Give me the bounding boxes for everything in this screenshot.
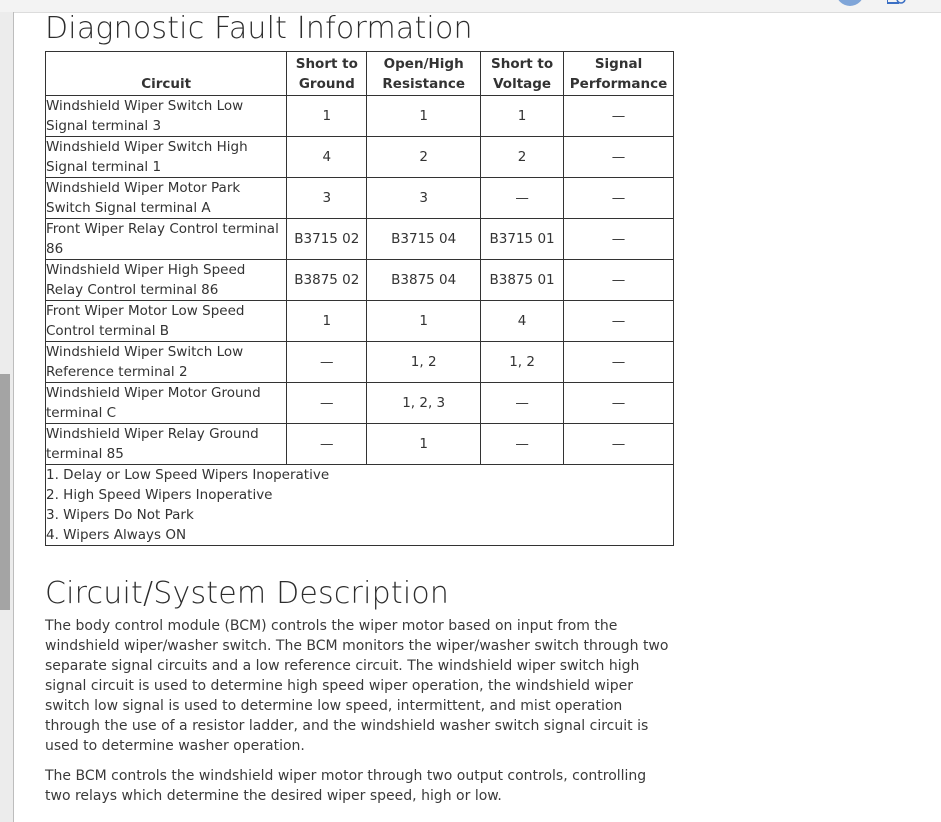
note-item: 3. Wipers Do Not Park — [46, 507, 194, 523]
circuit-cell: Windshield Wiper Motor Park Switch Signal terminal A — [46, 178, 287, 219]
description-paragraph: The BCM controls the windshield wiper motor through two output controls, controlling two relays which determine the desired wiper speed, high or low. — [45, 768, 647, 804]
signal-performance-cell: — — [564, 342, 674, 383]
short-to-ground-cell: 4 — [287, 137, 367, 178]
scrollbar-thumb[interactable] — [0, 374, 10, 610]
note-item: 2. High Speed Wipers Inoperative — [46, 487, 273, 503]
short-to-ground-cell: 3 — [287, 178, 367, 219]
note-item: 1. Delay or Low Speed Wipers Inoperative — [46, 467, 330, 483]
short-to-voltage-cell: B3875 01 — [481, 260, 564, 301]
circuit-cell: Windshield Wiper Switch Low Signal terminal 3 — [46, 96, 287, 137]
notes-cell — [46, 465, 674, 546]
table-header-row — [46, 52, 674, 96]
short-to-voltage-cell: 1, 2 — [481, 342, 564, 383]
signal-performance-cell: — — [564, 424, 674, 465]
signal-performance-cell: — — [564, 301, 674, 342]
fault-table — [45, 51, 674, 546]
short-to-voltage-cell: — — [481, 178, 564, 219]
open-resistance-cell: 1 — [367, 424, 481, 465]
header-short-to-voltage: Short to Voltage — [481, 52, 564, 96]
fault-info-heading: Diagnostic Fault Information — [45, 11, 473, 46]
signal-performance-cell: — — [564, 137, 674, 178]
open-resistance-cell: 1 — [367, 301, 481, 342]
open-resistance-cell: 3 — [367, 178, 481, 219]
open-resistance-cell: 1, 2, 3 — [367, 383, 481, 424]
short-to-ground-cell: 1 — [287, 96, 367, 137]
table-notes-row — [46, 465, 674, 546]
open-resistance-cell: 1 — [367, 96, 481, 137]
table-row — [46, 260, 674, 301]
signal-performance-cell: — — [564, 219, 674, 260]
short-to-ground-cell: B3715 02 — [287, 219, 367, 260]
short-to-ground-cell: — — [287, 383, 367, 424]
short-to-voltage-cell: 2 — [481, 137, 564, 178]
circuit-description-heading: Circuit/System Description — [45, 576, 450, 611]
circuit-cell: Windshield Wiper Motor Ground terminal C — [46, 383, 287, 424]
notification-icon[interactable] — [887, 0, 907, 5]
table-row — [46, 301, 674, 342]
circuit-cell: Front Wiper Motor Low Speed Control terminal B — [46, 301, 287, 342]
short-to-ground-cell: 1 — [287, 301, 367, 342]
header-circuit: Circuit — [46, 52, 287, 96]
signal-performance-cell: — — [564, 383, 674, 424]
table-row — [46, 383, 674, 424]
short-to-voltage-cell: B3715 01 — [481, 219, 564, 260]
short-to-voltage-cell: — — [481, 383, 564, 424]
signal-performance-cell: — — [564, 260, 674, 301]
user-avatar[interactable] — [836, 0, 864, 6]
open-resistance-cell: 1, 2 — [367, 342, 481, 383]
short-to-voltage-cell: 1 — [481, 96, 564, 137]
table-row — [46, 96, 674, 137]
open-resistance-cell: B3715 04 — [367, 219, 481, 260]
short-to-voltage-cell: 4 — [481, 301, 564, 342]
short-to-ground-cell: — — [287, 424, 367, 465]
short-to-ground-cell: — — [287, 342, 367, 383]
header-signal-performance: Signal Performance — [564, 52, 674, 96]
open-resistance-cell: B3875 04 — [367, 260, 481, 301]
table-row — [46, 342, 674, 383]
table-row — [46, 219, 674, 260]
header-short-to-ground: Short to Ground — [287, 52, 367, 96]
short-to-voltage-cell: — — [481, 424, 564, 465]
circuit-cell: Windshield Wiper Relay Ground terminal 85 — [46, 424, 287, 465]
signal-performance-cell: — — [564, 96, 674, 137]
header-open-high-resistance: Open/High Resistance — [367, 52, 481, 96]
circuit-cell: Front Wiper Relay Control terminal 86 — [46, 219, 287, 260]
note-item: 4. Wipers Always ON — [46, 527, 187, 543]
circuit-cell: Windshield Wiper High Speed Relay Control terminal 86 — [46, 260, 287, 301]
description-paragraph: The body control module (BCM) controls the wiper motor based on input from the windshield wiper/washer switch. The BCM monitors the wiper/washer switch through two separate signal circuits and a low reference circuit. The windshield wiper switch high signal circuit is used to determine high speed wiper operation, the windshield wiper switch low signal is used to determine low speed, intermittent, and mist operation through the use of a resistor ladder, and the windshield washer switch signal circuit is used to determine washer operation. — [45, 618, 669, 754]
table-row — [46, 424, 674, 465]
signal-performance-cell: — — [564, 178, 674, 219]
short-to-ground-cell: B3875 02 — [287, 260, 367, 301]
table-row — [46, 137, 674, 178]
open-resistance-cell: 2 — [367, 137, 481, 178]
table-row — [46, 178, 674, 219]
circuit-cell: Windshield Wiper Switch Low Reference terminal 2 — [46, 342, 287, 383]
circuit-cell: Windshield Wiper Switch High Signal terminal 1 — [46, 137, 287, 178]
